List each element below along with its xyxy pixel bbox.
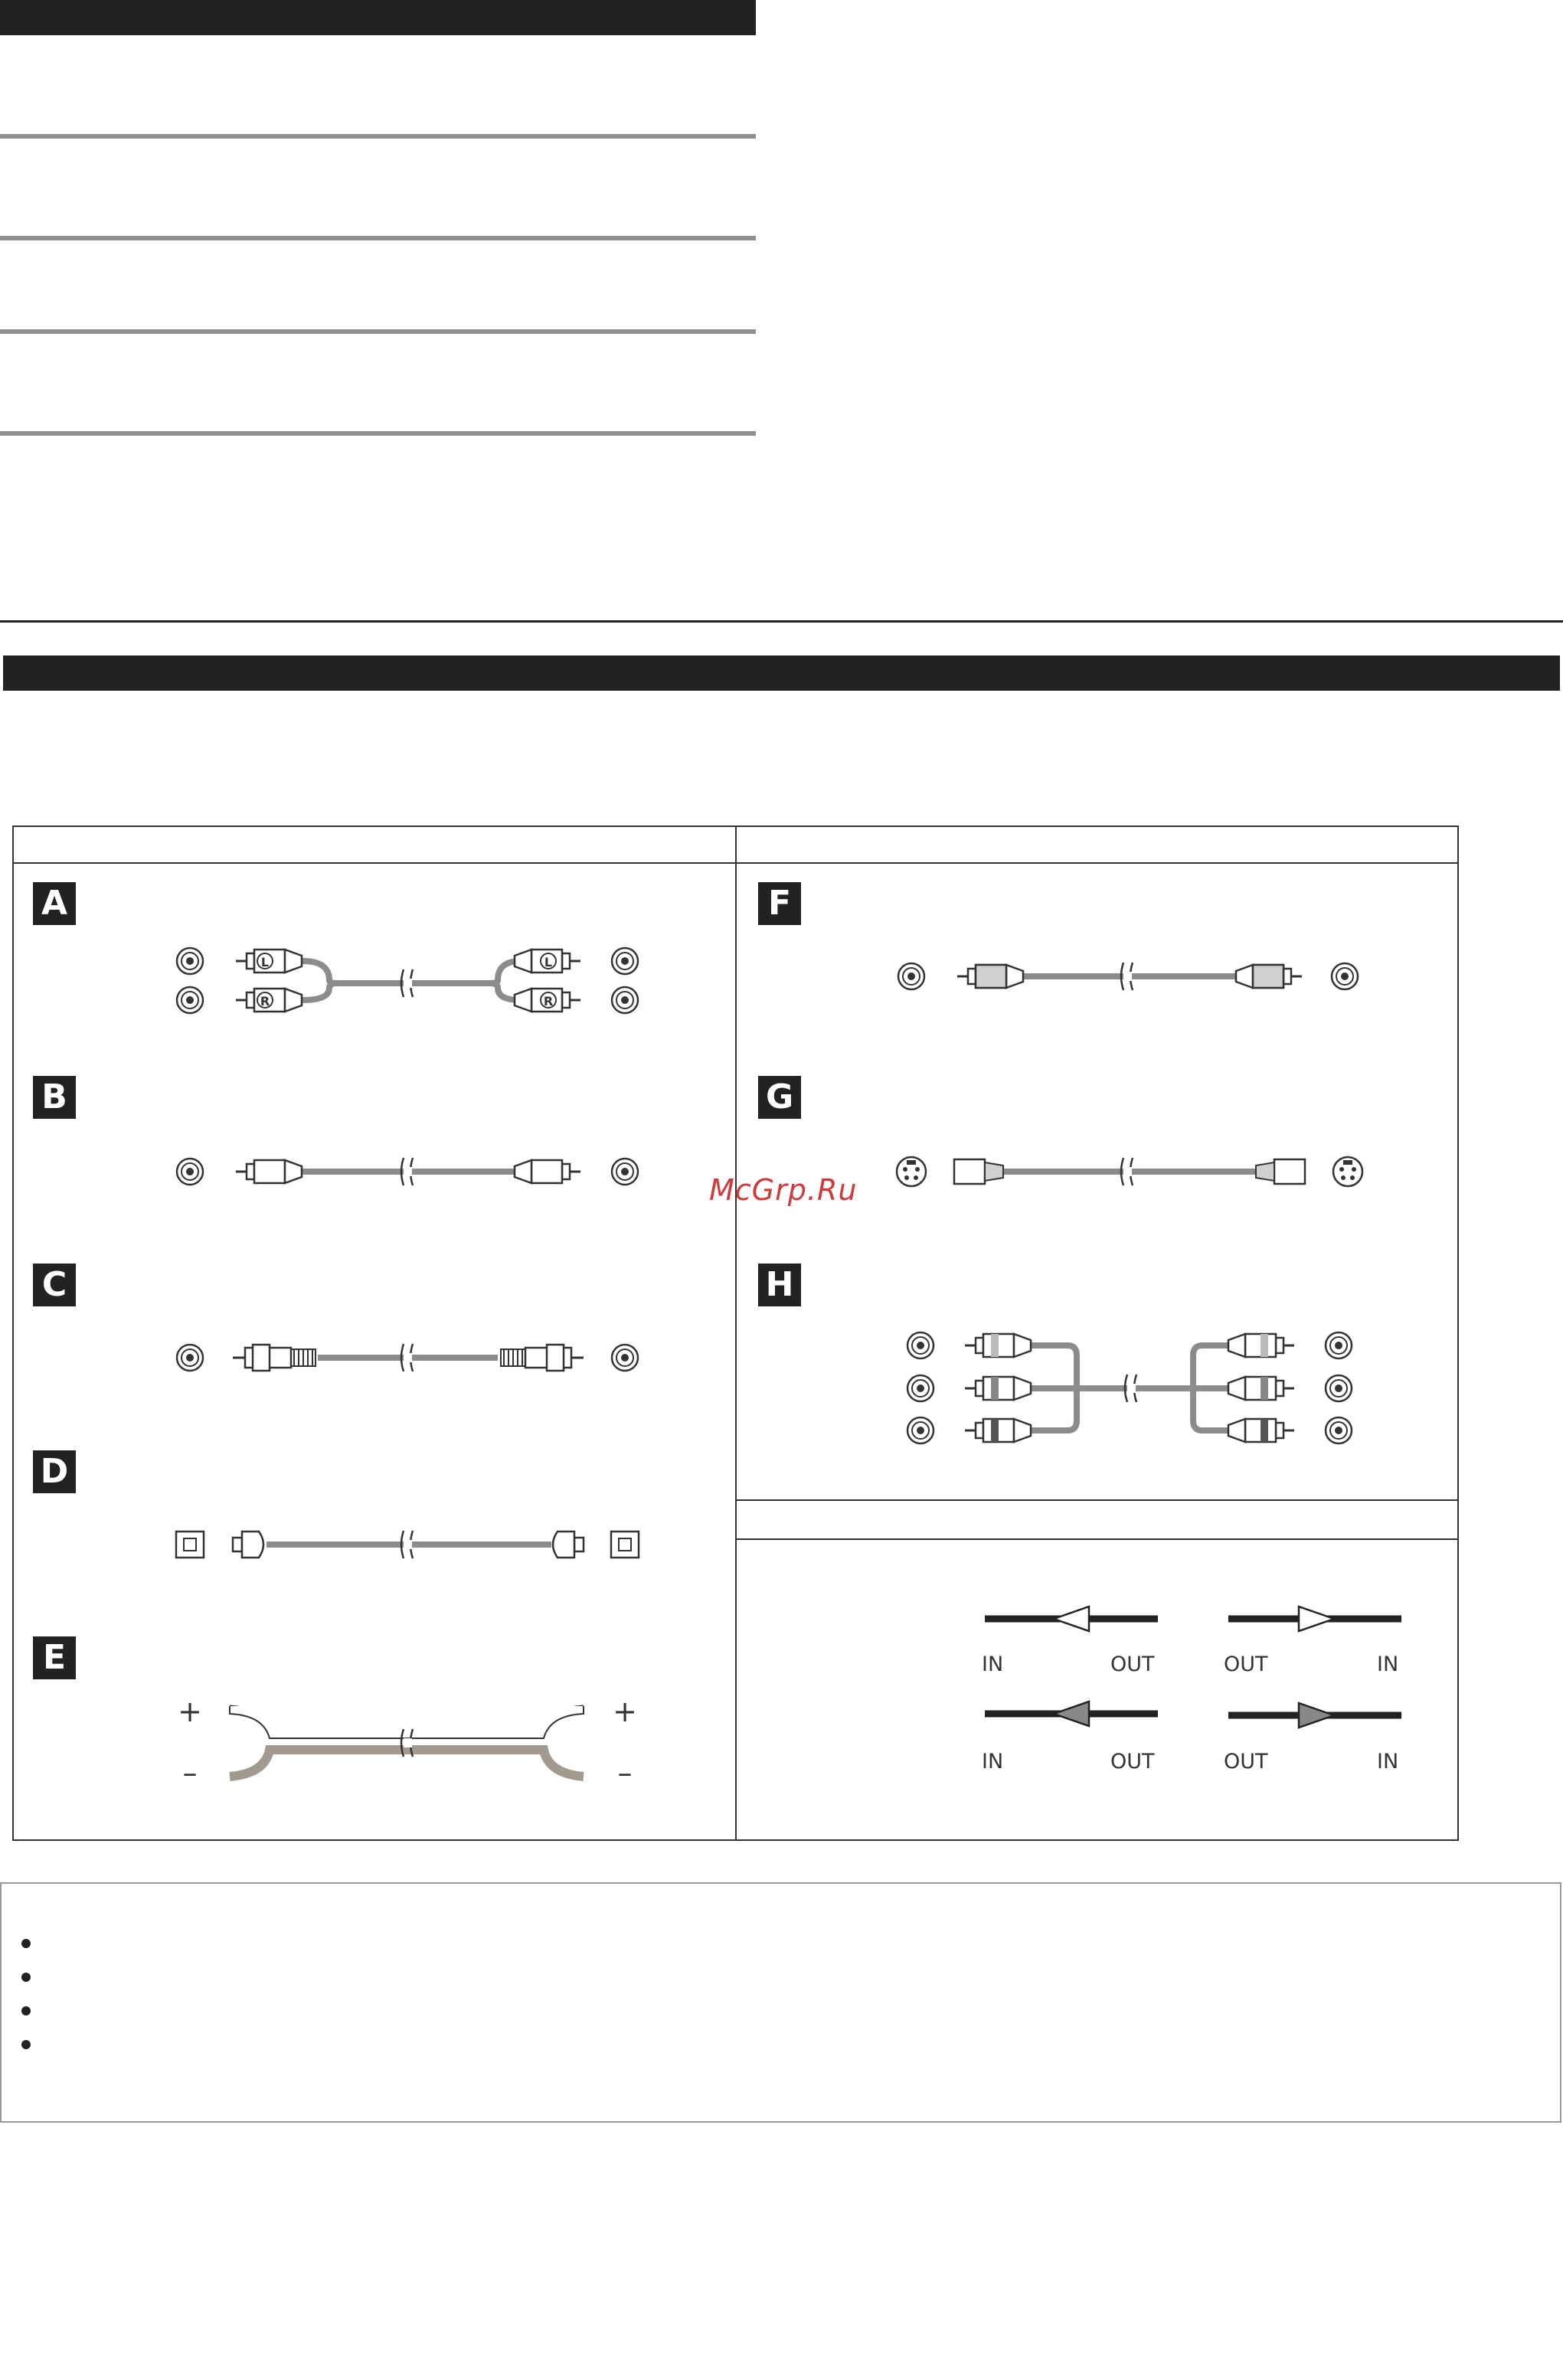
legend-2-right: IN [1377,1653,1399,1676]
legend-arrow-2 [1228,1607,1401,1631]
legend-2-left: OUT [1224,1653,1268,1676]
legend-3-left: IN [982,1750,1004,1774]
legend-1-left: IN [982,1653,1004,1676]
legend-arrow-3 [985,1702,1158,1726]
legend-arrow-1 [985,1607,1158,1631]
svg-text:L: L [544,955,553,969]
cable-label-c: C [33,1264,76,1306]
svg-text:R: R [260,994,270,1009]
cable-a-diagram [177,948,638,1013]
svg-text:L: L [260,955,270,969]
cable-label-d: D [33,1450,76,1493]
legend-4-left: OUT [1224,1750,1268,1774]
speaker-minus-left: – [182,1756,198,1790]
legend-1-right: OUT [1110,1653,1155,1676]
cable-label-g: G [758,1076,801,1119]
legend-4-right: IN [1377,1750,1399,1774]
cable-h-diagram [907,1332,1352,1443]
cable-g-diagram [897,1157,1362,1186]
legend-3-right: OUT [1110,1750,1155,1774]
speaker-plus-left: + [178,1695,202,1728]
cable-f-diagram [898,963,1358,990]
speaker-minus-right: – [617,1756,633,1790]
cable-label-h: H [758,1264,801,1306]
legend-arrow-4 [1228,1703,1401,1728]
cable-label-b: B [33,1076,76,1119]
cable-c-diagram [177,1344,638,1371]
cable-e-diagram [178,1695,637,1790]
cable-label-a: A [33,882,76,925]
cable-label-e: E [33,1636,76,1679]
speaker-plus-right: + [613,1695,637,1728]
svg-text:R: R [543,994,554,1009]
cable-label-f: F [758,882,801,925]
watermark-text: McGrp.Ru [709,1173,858,1207]
cable-d-diagram [176,1531,639,1558]
cable-b-diagram [177,1158,638,1185]
